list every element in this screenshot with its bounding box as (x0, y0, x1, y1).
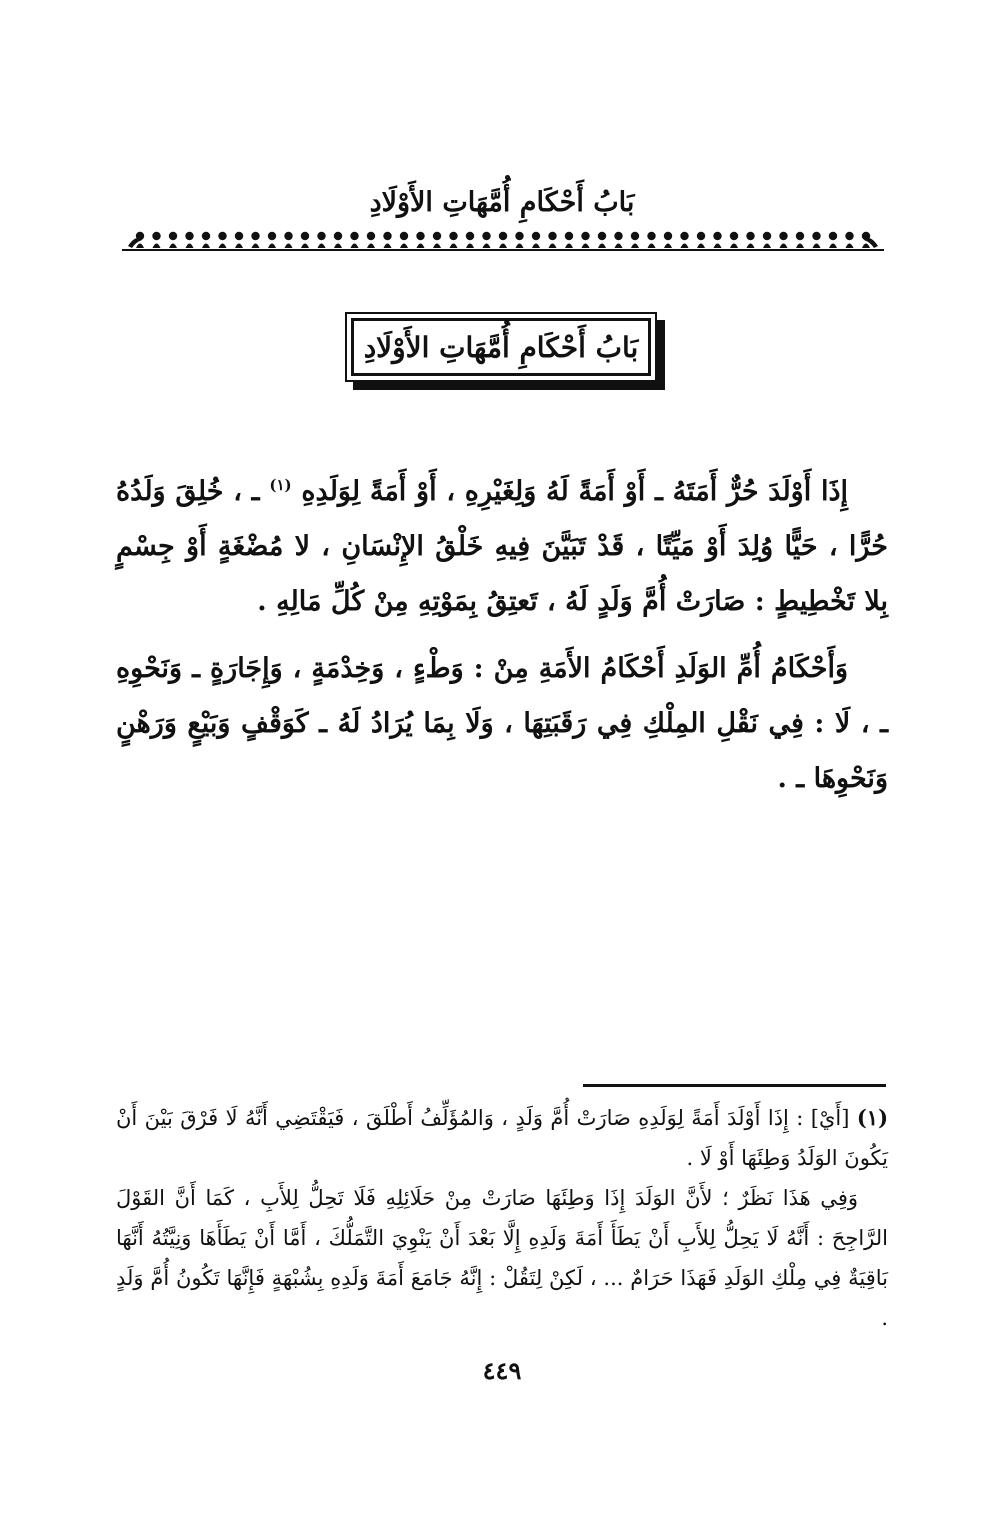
ornament-stem (829, 244, 837, 249)
ornament-bead (400, 232, 408, 240)
ornament-stem (235, 244, 243, 249)
ornament-stem (252, 244, 260, 249)
ornament-stem (582, 244, 590, 249)
ornament-bead (812, 232, 820, 240)
ornament-stem (532, 244, 540, 249)
ornament-stem (648, 244, 656, 249)
ornament-bead (350, 232, 358, 240)
ornament-bead (548, 232, 556, 240)
ornament-stem (450, 244, 458, 249)
ornament-bead (185, 232, 193, 240)
ornament-bead (367, 232, 375, 240)
ornament-bead (581, 232, 589, 240)
ornament-bead (664, 232, 672, 240)
ornament-bead (845, 232, 853, 240)
paragraph-1-after-ref: ـ ، خُلِقَ وَلَدُهُ حُرًّا ، حَيًّا وُلِدَ أَوْ مَيِّتًا ، قَدْ تَبَيَّنَ فِيهِ خَلْقُ الإِنْسَانِ ، لا مُضْغَةٍ أَوْ جِسْمٍ بِلا تَخْطِيطٍ : صَارَتْ أُمَّ وَلَدٍ لَهُ ، تَعتِقُ بِمَوْتِهِ مِنْ كُلِّ مَالِهِ . (116, 476, 888, 617)
ornament-stem (400, 244, 408, 249)
ornament-stem (631, 244, 639, 249)
ornament-bead (268, 232, 276, 240)
ornament-stem (681, 244, 689, 249)
ornament-stem (499, 244, 507, 249)
ornament-stem (697, 244, 705, 249)
ornament-bead (565, 232, 573, 240)
ornament-bead (317, 232, 325, 240)
ornament-bead (697, 232, 705, 240)
ornament-bead (763, 232, 771, 240)
ornament-bead (647, 232, 655, 240)
ornament-stem (268, 244, 276, 249)
footnote-separator (583, 1084, 886, 1087)
ornament-bead (383, 232, 391, 240)
ornament-stem (615, 244, 623, 249)
ornament-bead (598, 232, 606, 240)
ornament-stem (714, 244, 722, 249)
ornament-bead (614, 232, 622, 240)
ornament-stem (862, 244, 870, 249)
paragraph-1-before-ref: إِذَا أَوْلَدَ حُرٌّ أَمَتَهُ ـ أَوْ أَمَةً لَهُ وَلِغَيْرِهِ ، أَوْ أَمَةً لِوَلَدِهِ (301, 476, 848, 507)
ornament-bead (779, 232, 787, 240)
ornament-stem (565, 244, 573, 249)
ornament-stem (202, 244, 210, 249)
footnote-1 (116, 1098, 888, 1178)
ornament-border-icon (122, 228, 884, 254)
ornament-bead (680, 232, 688, 240)
ornament-bead (218, 232, 226, 240)
ornament-bead (235, 232, 243, 240)
ornament-bead (631, 232, 639, 240)
ornament-bead (251, 232, 259, 240)
ornament-bead (746, 232, 754, 240)
ornament-stem (169, 244, 177, 249)
ornament-stem (334, 244, 342, 249)
ornament-stem (301, 244, 309, 249)
ornamental-divider (122, 228, 884, 254)
chapter-title (351, 318, 651, 376)
ornament-stem (285, 244, 293, 249)
chapter-title-text: بَابُ أَحْكَامِ أُمَّهَاتِ الأَوْلَادِ (363, 330, 639, 364)
ornament-bead (482, 232, 490, 240)
ornament-bead (449, 232, 457, 240)
ornament-stem (846, 244, 854, 249)
ornament-bead (416, 232, 424, 240)
ornament-stem (763, 244, 771, 249)
ornament-stem (219, 244, 227, 249)
paragraph-2: وَأَحْكَامُ أُمِّ الوَلَدِ أَحْكَامُ الأَمَةِ مِنْ : وَطْءٍ ، وَخِدْمَةٍ ، وَإِجَارَةٍ ـ وَنَحْوِهِ ـ ، لَا : فِي نَقْلِ المِلْكِ فِي رَقَبَتِهَا ، وَلَا بِمَا يُرَادُ لَهُ ـ كَوَقْفٍ وَبَيْعٍ وَرَهْنٍ وَنَحْوِهَا ـ . (116, 653, 888, 794)
ornament-bead (334, 232, 342, 240)
ornament-bead (499, 232, 507, 240)
ornament-stem (466, 244, 474, 249)
ornament-bead (730, 232, 738, 240)
main-text (116, 458, 888, 818)
ornament-stem (384, 244, 392, 249)
ornament-bead (433, 232, 441, 240)
footnote-continuation: وَفِي هَذَا نَظَرٌ ؛ لأَنَّ الوَلَدَ إِذَا وَطِئَهَا صَارَتْ مِنْ حَلَائِلِهِ فَلَا تَحِلُّ لِلأَبِ ، كَمَا أَنَّ القَوْلَ الرَّاجِحَ : أَنَّهُ لَا يَحِلُّ لِلأَبِ أَنْ يَطَأَ أَمَةَ وَلَدِهِ إِلَّا بَعْدَ أَنْ يَنْوِيَ التَّمَلُّكَ ، أَمَّا أَنْ يَطَأَهَا وَنِيَّتُهُ أَنَّهَا بَاقِيَةٌ فِي مِلْكِ الوَلَدِ فَهَذَا حَرَامٌ ... ، لَكِنْ لِتَقُلْ : إِنَّهُ جَامَعَ أَمَةَ وَلَدِهِ بِشُبْهَةٍ فَإِنَّهَا تَكُونُ أُمَّ وَلَدٍ . (116, 1186, 888, 1330)
ornament-stem (136, 244, 144, 249)
ornament-stem (367, 244, 375, 249)
page-number: ٤٤٩ (482, 1356, 522, 1385)
footnote-number: (١) (856, 1105, 889, 1130)
ornament-stem (153, 244, 161, 249)
ornament-bead (301, 232, 309, 240)
ornament-stem (664, 244, 672, 249)
ornament-bead (152, 232, 160, 240)
ornament-stem (186, 244, 194, 249)
ornament-stem (516, 244, 524, 249)
paragraph-1 (116, 458, 888, 629)
ornament-stem (598, 244, 606, 249)
ornament-bead (515, 232, 523, 240)
ornament-stem (417, 244, 425, 249)
ornament-bead (466, 232, 474, 240)
ornament-stem (318, 244, 326, 249)
running-header: بَابُ أَحْكَامِ أُمَّهَاتِ الأَوْلَادِ (369, 187, 635, 218)
ornament-bead (169, 232, 177, 240)
footnote-1-text: [أَيْ] : إِذَا أَوْلَدَ أَمَةً لِوَلَدِهِ صَارَتْ أُمَّ وَلَدٍ ، وَالمُؤَلِّفُ أَطْلَقَ ، فَيَقْتَضِي أَنَّهُ لَا فَرْقَ بَيْنَ أَنْ يَكُونَ الوَلَدُ وَطِئَهَا أَوْ لَا . (116, 1106, 888, 1170)
ornament-bead (796, 232, 804, 240)
footnote-reference: (١) (269, 476, 292, 494)
ornament-stem (747, 244, 755, 249)
ornament-stem (433, 244, 441, 249)
ornament-bead (202, 232, 210, 240)
ornament-stem (483, 244, 491, 249)
ornament-bead (532, 232, 540, 240)
ornament-baseline (122, 249, 884, 251)
ornament-stem (813, 244, 821, 249)
ornament-stem (549, 244, 557, 249)
ornament-bead (829, 232, 837, 240)
ornament-stem (730, 244, 738, 249)
ornament-stem (351, 244, 359, 249)
ornament-bead (284, 232, 292, 240)
ornament-bead (713, 232, 721, 240)
ornament-stem (780, 244, 788, 249)
footnotes (116, 1098, 888, 1338)
ornament-stem (796, 244, 804, 249)
